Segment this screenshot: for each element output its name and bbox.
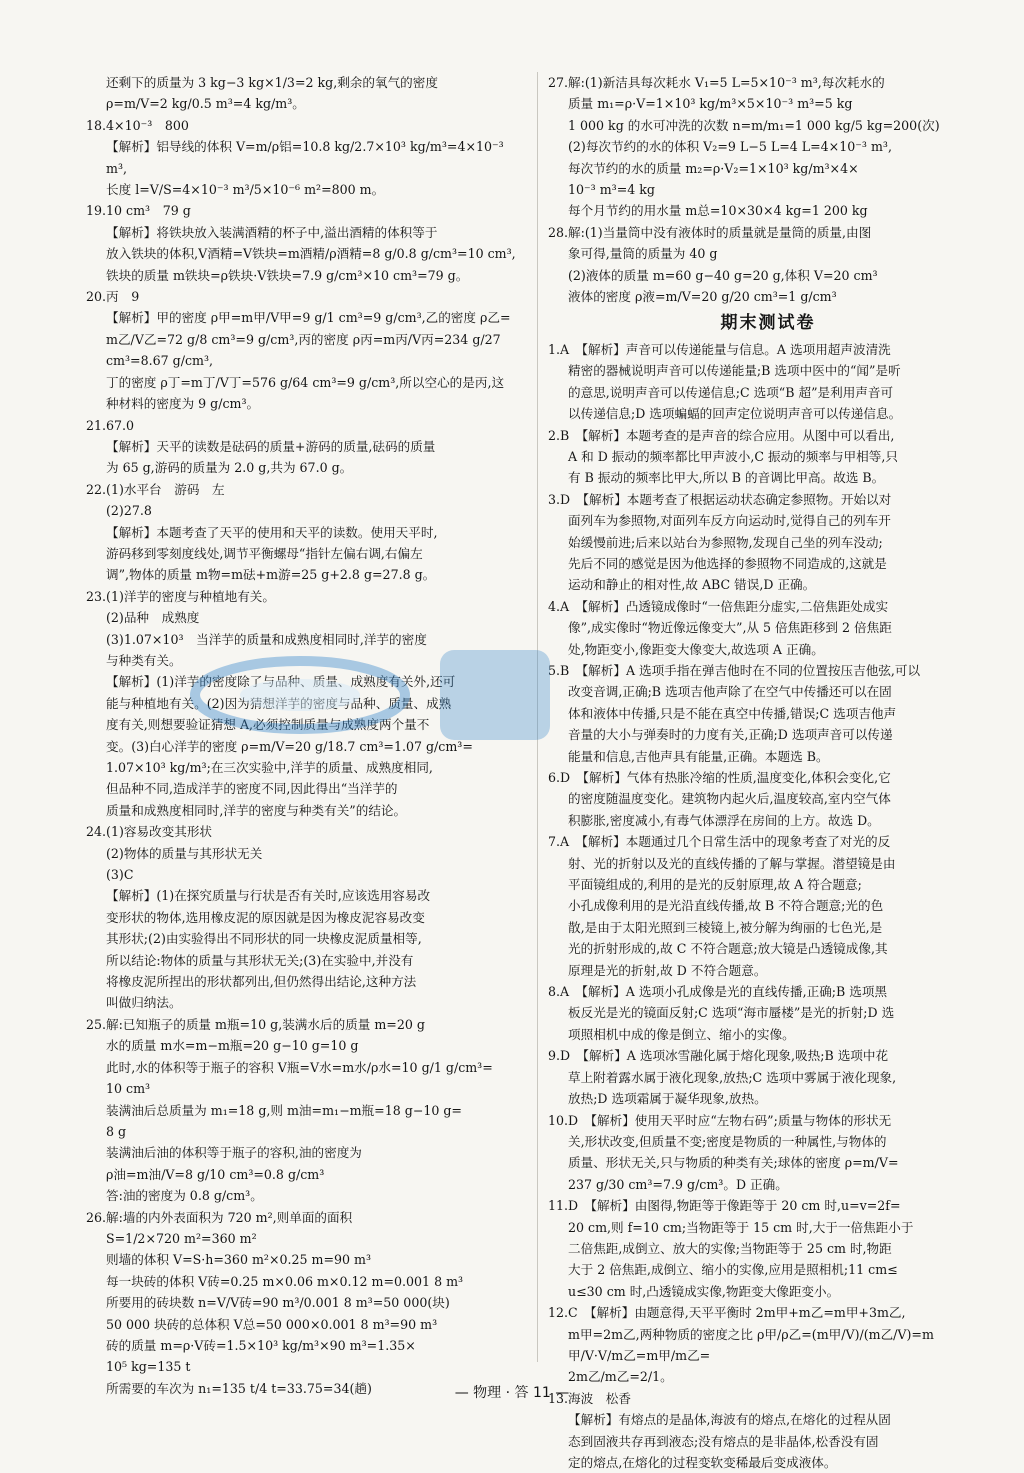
answer-line: 每一块砖的体积 V砖=0.25 m×0.06 m×0.12 m=0.001 8 m³ bbox=[106, 1273, 464, 1289]
question-number-line: 2.B 【解析】本题考查的是声音的综合应用。从图中可以看出, bbox=[548, 427, 895, 443]
answer-line: 【解析】将铁块放入装满酒精的杯子中,溢出酒精的体积等于 bbox=[106, 224, 438, 240]
answer-line: (2)物体的质量与其形状无关 bbox=[106, 845, 263, 861]
answer-line: 则墙的体积 V=S·h=360 m²×0.25 m=90 m³ bbox=[106, 1252, 372, 1268]
answer-line: 先后不同的感觉是因为他选择的参照物不同造成的,这就是 bbox=[568, 555, 887, 571]
answer-line: 原理是光的折射,故 D 不符合题意。 bbox=[568, 962, 767, 978]
answer-line: 10 cm³ bbox=[106, 1081, 151, 1097]
answer-line: 装满油后总质量为 m₁=18 g,则 m油=m₁−m瓶=18 g−10 g= bbox=[106, 1102, 462, 1118]
answer-line: 放热;D 选项霜属于凝华现象,放热。 bbox=[568, 1091, 767, 1107]
question-number-line: 22.(1)水平台 游码 左 bbox=[86, 481, 225, 497]
answer-line: (2)每次节约的水的体积 V₂=9 L−5 L=4 L=4×10⁻³ m³, bbox=[568, 139, 892, 155]
answer-line: 调”,物体的质量 m物=m砝+m游=25 g+2.8 g=27.8 g。 bbox=[106, 567, 436, 583]
answer-line: 为 65 g,游码的质量为 2.0 g,共为 67.0 g。 bbox=[106, 460, 353, 476]
answer-line: 草上附着露水属于液化现象,放热;C 选项中雾属于液化现象, bbox=[568, 1069, 897, 1085]
answer-line: 大于 2 倍焦距,成倒立、缩小的实像,应用是照相机;11 cm≤ bbox=[568, 1262, 898, 1278]
answer-line: 以传递信息;D 选项蝙蝠的回声定位说明声音可以传递信息。 bbox=[568, 406, 902, 422]
answer-line: 处,物距变小,像距变大像变大,故选项 A 正确。 bbox=[568, 641, 824, 657]
answer-line: (2)品种 成熟度 bbox=[106, 610, 200, 626]
question-number-line: 23.(1)洋芋的密度与种植地有关。 bbox=[86, 588, 275, 604]
answer-line: 光的折射形成的,故 C 不符合题意;放大镜是凸透镜成像,其 bbox=[568, 941, 888, 957]
answer-line: (3)1.07×10³ 当洋芋的质量和成熟度相同时,洋芋的密度 bbox=[106, 631, 427, 647]
question-number-line: 6.D 【解析】气体有热胀冷缩的性质,温度变化,体积会变化,它 bbox=[548, 770, 891, 785]
answer-line: 的意思,说明声音可以传递信息;C 选项“B 超”是利用声音可 bbox=[568, 384, 894, 400]
answer-line: S=1/2×720 m²=360 m² bbox=[106, 1230, 257, 1246]
question-number-line: 12.C 【解析】由题意得,天平平衡时 2m甲+m乙=m甲+3m乙, bbox=[548, 1305, 906, 1321]
answer-line: 面列车为参照物,对面列车反方向运动时,觉得自己的列车开 bbox=[568, 513, 891, 529]
answer-line: 50 000 块砖的总体积 V总=50 000×0.001 8 m³=90 m³ bbox=[106, 1316, 438, 1332]
answer-line: 平面镜组成的,利用的是光的反射原理,故 A 符合题意; bbox=[568, 877, 862, 893]
answer-line: 液体的密度 ρ液=m/V=20 g/20 cm³=1 g/cm³ bbox=[568, 289, 837, 305]
answer-line: 【解析】本题考查了天平的使用和天平的读数。使用天平时, bbox=[106, 524, 438, 540]
answer-line: 装满油后油的体积等于瓶子的容积,油的密度为 bbox=[106, 1145, 362, 1161]
section-title: 期末测试卷 bbox=[720, 313, 816, 334]
answer-line: 运动和静止的相对性,故 ABC 错误,D 正确。 bbox=[568, 577, 816, 593]
answer-line: 所以结论:物体的质量与其形状无关;(3)在实验中,并没有 bbox=[106, 952, 414, 968]
answer-line: m乙/V乙=72 g/8 cm³=9 g/cm³,丙的密度 ρ丙=m丙/V丙=234 g/27 cm³=8.67 g/cm³, bbox=[106, 331, 505, 369]
question-number-line: 20.丙 9 bbox=[86, 289, 140, 305]
question-number-line: 18.4×10⁻³ 800 bbox=[86, 117, 189, 133]
question-number-line: 7.A 【解析】本题通过几个日常生活中的现象考查了对光的反 bbox=[548, 834, 891, 850]
answer-line: 的密度随温度变化。建筑物内起火后,温度较高,室内空气体 bbox=[568, 791, 891, 807]
question-number-line: 25.解:已知瓶子的质量 m瓶=10 g,装满水后的质量 m=20 g bbox=[86, 1016, 425, 1032]
answer-line: 10⁵ kg=135 t bbox=[106, 1359, 191, 1375]
answer-line: 每次节约的水的质量 m₂=ρ·V₂=1×10³ kg/m³×4× bbox=[568, 160, 859, 176]
answer-line: 改变音调,正确;B 选项吉他声除了在空气中传播还可以在固 bbox=[568, 684, 892, 700]
answer-line: ρ=m/V=2 kg/0.5 m³=4 kg/m³。 bbox=[106, 96, 305, 112]
answer-line: 1 000 kg 的水可冲洗的次数 n=m/m₁=1 000 kg/5 kg=200(次) bbox=[568, 117, 940, 133]
answer-line: (3)C bbox=[106, 867, 134, 883]
question-number-line: 5.B 【解析】A 选项手指在弹吉他时在不同的位置按压吉他弦,可以 bbox=[548, 662, 921, 678]
question-number-line: 1.A 【解析】声音可以传递能量与信息。A 选项用超声波清洗 bbox=[548, 341, 891, 357]
answer-line: 20 cm,则 f=10 cm;当物距等于 15 cm 时,大于一倍焦距小于 bbox=[568, 1219, 914, 1235]
left-column bbox=[86, 72, 526, 1399]
answer-line: 度有关,则想要验证猜想 A,必须控制质量与成熟度两个量不 bbox=[106, 717, 430, 733]
answer-line: 此时,水的体积等于瓶子的容积 V瓶=V水=m水/ρ水=10 g/1 g/cm³= bbox=[106, 1059, 493, 1075]
answer-line: 【解析】(1)洋芋的密度除了与品种、质量、成熟度有关外,还可 bbox=[106, 674, 456, 690]
answer-line: 质量、形状无关,只与物质的种类有关;球体的密度 ρ=m/V= bbox=[568, 1155, 899, 1171]
question-number-line: 4.A 【解析】凸透镜成像时“一倍焦距分虚实,二倍焦距处成实 bbox=[548, 598, 889, 614]
answer-line: 【解析】甲的密度 ρ甲=m甲/V甲=9 g/1 cm³=9 g/cm³,乙的密度 ρ乙= bbox=[106, 310, 511, 326]
answer-line: 音量的大小与弹奏时的力度有关,正确;D 选项声音可以传递 bbox=[568, 727, 893, 743]
answer-line: 10⁻³ m³=4 kg bbox=[568, 182, 655, 198]
answer-line: 积膨胀,密度减小,有毒气体漂浮在房间的上方。故选 D。 bbox=[568, 812, 880, 828]
answer-line: ρ油=m油/V=8 g/10 cm³=0.8 g/cm³ bbox=[106, 1166, 325, 1182]
answer-line: 像”,成实像时“物近像远像变大”,从 5 倍焦距移到 2 倍焦距 bbox=[568, 620, 892, 636]
answer-line: 关,形状改变,但质量不变;密度是物质的一种属性,与物体的 bbox=[568, 1133, 887, 1149]
answer-line: 能与种植地有关。(2)因为猜想洋芋的密度与品种、质量、成熟 bbox=[106, 695, 452, 711]
answer-line: 质量和成熟度相同时,洋芋的密度与种类有关”的结论。 bbox=[106, 802, 407, 818]
answer-line: 【解析】(1)在探究质量与行状是否有关时,应该选用容易改 bbox=[106, 888, 431, 904]
answer-line: 质量 m₁=ρ·V=1×10³ kg/m³×5×10⁻³ m³=5 kg bbox=[568, 96, 853, 112]
answer-line: 每个月节约的用水量 m总=10×30×4 kg=1 200 kg bbox=[568, 203, 868, 219]
question-number-line: 24.(1)容易改变其形状 bbox=[86, 824, 213, 840]
answer-line: 种材料的密度为 9 g/cm³。 bbox=[106, 396, 260, 412]
answer-line: 铁块的质量 m铁块=ρ铁块·V铁块=7.9 g/cm³×10 cm³=79 g。 bbox=[106, 267, 469, 283]
answer-line: 能量和信息,吉他声具有能量,正确。本题选 B。 bbox=[568, 748, 829, 764]
page-footer: — 物理 · 答 11 — bbox=[454, 1385, 570, 1401]
answer-line: 所需要的车次为 n₁=135 t/4 t=33.75=34(趟) bbox=[106, 1380, 372, 1396]
answer-line: 有 B 振动的频率比甲大,所以 B 的音调比甲高。故选 B。 bbox=[568, 470, 885, 486]
answer-line: 精密的器械说明声音可以传递能量;B 选项中医中的“闻”是听 bbox=[568, 363, 901, 379]
answer-line: 237 g/30 cm³=7.9 g/cm³。D 正确。 bbox=[568, 1176, 788, 1192]
question-number-line: 27.解:(1)新洁具每次耗水 V₁=5 L=5×10⁻³ m³,每次耗水的 bbox=[548, 75, 885, 90]
answer-line: 【解析】铝导线的体积 V=m/ρ铝=10.8 kg/2.7×10³ kg/m³=4×10⁻³ m³, bbox=[106, 139, 508, 176]
question-number-line: 19.10 cm³ 79 g bbox=[86, 203, 191, 219]
answer-line: (2)液体的质量 m=60 g−40 g=20 g,体积 V=20 cm³ bbox=[568, 267, 878, 283]
question-number-line: 28.解:(1)当量筒中没有液体时的质量就是量筒的质量,由图 bbox=[548, 224, 872, 240]
answer-line: 板反光是光的镜面反射;C 选项“海市蜃楼”是光的折射;D 选 bbox=[568, 1005, 895, 1021]
answer-line: 游码移到零刻度线处,调节平衡螺母“指针左偏右调,右偏左 bbox=[106, 545, 423, 561]
answer-line: 【解析】天平的读数是砝码的质量+游码的质量,砝码的质量 bbox=[106, 438, 436, 454]
question-number-line: 26.解:墙的内外表面积为 720 m²,则单面的面积 bbox=[86, 1209, 353, 1225]
answer-line: 其形状;(2)由实验得出不同形状的同一块橡皮泥质量相等, bbox=[106, 931, 422, 947]
answer-line: 将橡皮泥所捏出的形状都列出,但仍然得出结论,这种方法 bbox=[106, 974, 417, 990]
answer-line: 散,是由于太阳光照到三棱镜上,被分解为绚丽的七色光,是 bbox=[568, 919, 883, 935]
answer-line: u≤30 cm 时,凸透镜成实像,物距变大像距变小。 bbox=[568, 1283, 840, 1299]
answer-line: 【解析】有熔点的是晶体,海波有的熔点,在熔化的过程从固 bbox=[568, 1412, 891, 1428]
answer-line: 射、光的折射以及光的直线传播的了解与掌握。潜望镜是由 bbox=[568, 855, 896, 871]
answer-line: 但品种不同,造成洋芋的密度不同,因此得出“当洋芋的 bbox=[106, 781, 398, 797]
question-number-line: 3.D 【解析】本题考查了根据运动状态确定参照物。开始以对 bbox=[548, 491, 892, 507]
answer-line: 二倍焦距,成倒立、放大的实像;当物距等于 25 cm 时,物距 bbox=[568, 1240, 892, 1256]
question-number-line: 9.D 【解析】A 选项冰雪融化属于熔化现象,吸热;B 选项中花 bbox=[548, 1048, 889, 1064]
question-number-line: 13.海波 松香 bbox=[548, 1390, 631, 1406]
answer-line: 放入铁块的体积,V酒精=V铁块=m酒精/ρ酒精=8 g/0.8 g/cm³=10 cm³, bbox=[106, 246, 516, 262]
answer-line: 2m乙/m乙=2/1。 bbox=[568, 1369, 673, 1385]
answer-line: 始缓慢前进;后来以站台为参照物,发现自己坐的列车没动; bbox=[568, 534, 883, 550]
answer-line: 体和液体中传播,只是不能在真空中传播,错误;C 选项吉他声 bbox=[568, 705, 897, 721]
question-number-line: 21.67.0 bbox=[86, 417, 135, 433]
answer-line: 变形状的物体,选用橡皮泥的原因就是因为橡皮泥容易改变 bbox=[106, 909, 425, 925]
question-number-line: 8.A 【解析】A 选项小孔成像是光的直线传播,正确;B 选项黑 bbox=[548, 984, 888, 1000]
answer-line: 答:油的密度为 0.8 g/cm³。 bbox=[106, 1188, 263, 1204]
answer-line: 还剩下的质量为 3 kg−3 kg×1/3=2 kg,剩余的氧气的密度 bbox=[106, 75, 438, 90]
answer-line: 水的质量 m水=m−m瓶=20 g−10 g=10 g bbox=[106, 1038, 359, 1054]
column-divider bbox=[537, 72, 538, 1362]
answer-line: A 和 D 振动的频率都比甲声波小,C 振动的频率与甲相等,只 bbox=[568, 448, 898, 464]
right-column bbox=[548, 72, 988, 1473]
answer-line: 所要用的砖块数 n=V/V砖=90 m³/0.001 8 m³=50 000(块) bbox=[106, 1295, 450, 1311]
answer-line: 丁的密度 ρ丁=m丁/V丁=576 g/64 cm³=9 g/cm³,所以空心的是丙,这 bbox=[106, 374, 505, 390]
answer-line: 砖的质量 m=ρ·V砖=1.5×10³ kg/m³×90 m³=1.35× bbox=[106, 1337, 416, 1353]
answer-line: m甲=2m乙,两种物质的密度之比 ρ甲/ρ乙=(m甲/V)/(m乙/V)=m甲/V·V/m乙=m甲/m乙= bbox=[568, 1326, 934, 1363]
answer-line: 与种类有关。 bbox=[106, 652, 182, 668]
answer-line: 1.07×10³ kg/m³;在三次实验中,洋芋的质量、成熟度相同, bbox=[106, 760, 433, 775]
answer-line: 项照相机中成的像是倒立、缩小的实像。 bbox=[568, 1026, 795, 1042]
answer-line: 小孔成像利用的是光沿直线传播,故 B 不符合题意;光的色 bbox=[568, 898, 884, 914]
answer-line: 象可得,量筒的质量为 40 g bbox=[568, 246, 718, 262]
answer-line: 叫做归纳法。 bbox=[106, 995, 182, 1011]
question-number-line: 11.D 【解析】由图得,物距等于像距等于 20 cm 时,u=v=2f= bbox=[548, 1198, 901, 1214]
answer-line: 变。(3)白心洋芋的密度 ρ=m/V=20 g/18.7 cm³=1.07 g/cm³= bbox=[106, 738, 473, 754]
answer-line: 态到固液共存再到液态;没有熔点的是非晶体,松香没有固 bbox=[568, 1433, 879, 1449]
answer-line: 定的熔点,在熔化的过程变软变稀最后变成液体。 bbox=[568, 1455, 837, 1470]
answer-line: 长度 l=V/S=4×10⁻³ m³/5×10⁻⁶ m²=800 m。 bbox=[106, 182, 385, 198]
answer-line: (2)27.8 bbox=[106, 503, 152, 519]
answer-line: 8 g bbox=[106, 1123, 127, 1139]
question-number-line: 10.D 【解析】使用天平时应“左物右码”;质量与物体的形状无 bbox=[548, 1112, 892, 1128]
